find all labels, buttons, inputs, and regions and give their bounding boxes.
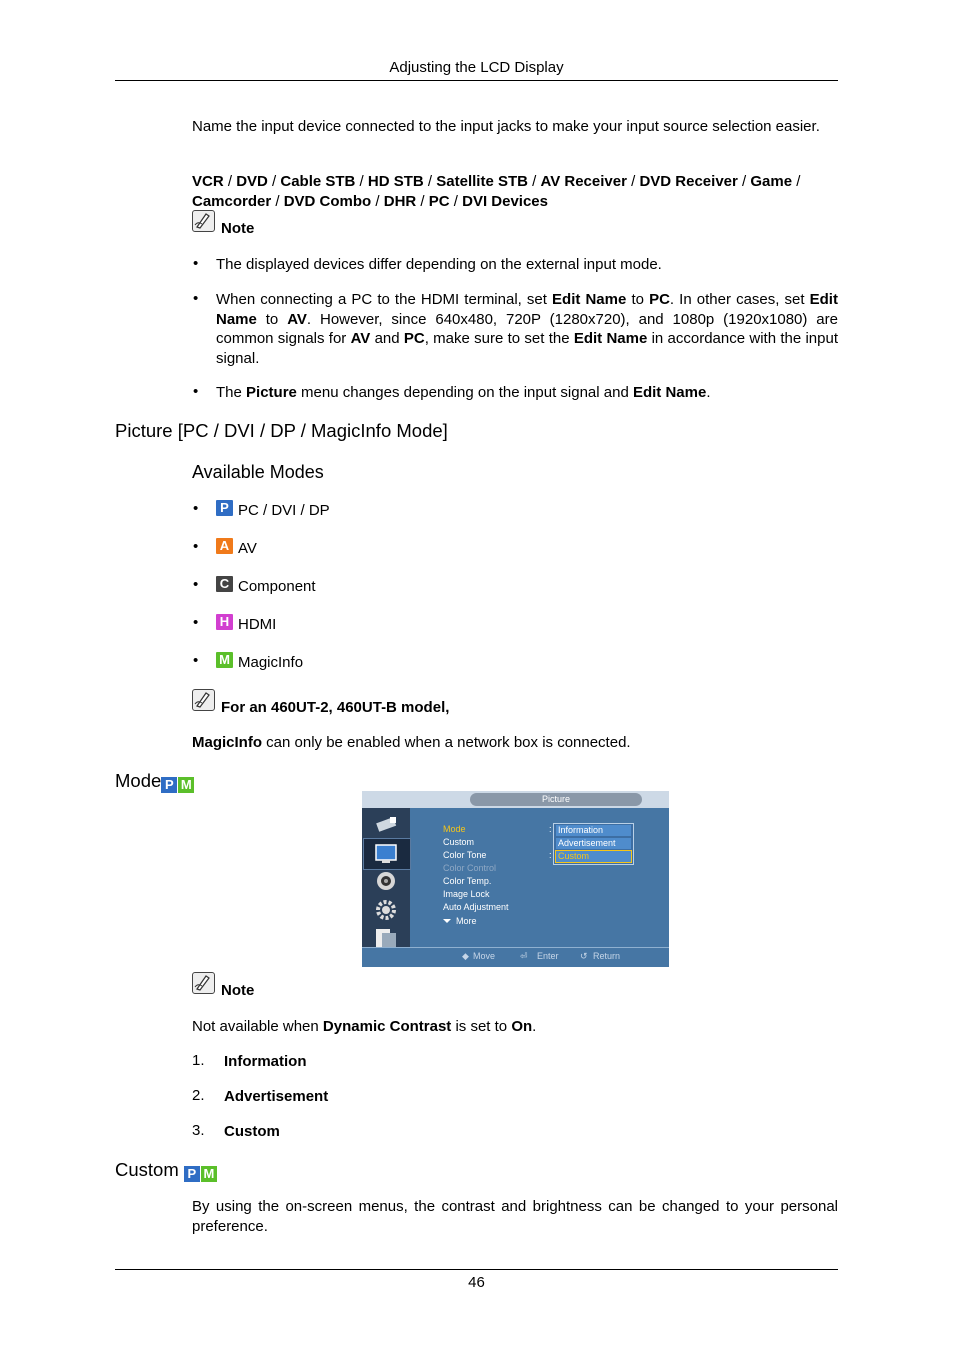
pc-mode-badge-icon: P bbox=[161, 777, 177, 793]
av-mode-icon: A bbox=[216, 538, 233, 554]
mode-list-item-advertisement: Advertisement bbox=[224, 1088, 329, 1105]
header-rule bbox=[115, 80, 838, 81]
bullet: • bbox=[193, 383, 199, 400]
section-picture-heading: Picture [PC / DVI / DP / MagicInfo Mode] bbox=[115, 420, 448, 441]
mode-list-item-custom: Custom bbox=[224, 1123, 280, 1140]
hdmi-mode-icon: H bbox=[216, 614, 233, 630]
list-number: 2. bbox=[192, 1087, 205, 1104]
mode-list-item-information: Information bbox=[224, 1053, 307, 1070]
osd-colon: : bbox=[549, 824, 552, 834]
footer-rule bbox=[115, 1269, 838, 1270]
note-icon bbox=[192, 210, 215, 232]
osd-more-arrow-icon bbox=[443, 919, 451, 923]
osd-option-advertisement: Advertisement bbox=[556, 838, 631, 849]
note-item-3: The Picture menu changes depending on the input signal and Edit Name. bbox=[216, 384, 711, 401]
device-list: VCR / DVD / Cable STB / HD STB / Satellite STB / AV Receiver / DVD Receiver / Game / Camcorder / DVD Combo / DHR / PC / DVI Devices bbox=[192, 173, 801, 210]
osd-bottom-bar bbox=[362, 947, 669, 967]
component-mode-icon: C bbox=[216, 576, 233, 592]
bullet: • bbox=[193, 652, 199, 669]
mode-item-magicinfo: MagicInfo bbox=[238, 654, 304, 671]
section-custom-heading: Custom P M bbox=[115, 1159, 218, 1183]
magicinfo-mode-badge-icon: M bbox=[178, 777, 194, 793]
page-number: 46 bbox=[468, 1274, 485, 1291]
osd-menu-color-tone: Color Tone bbox=[443, 850, 487, 860]
osd-menu-color-control: Color Control bbox=[443, 863, 497, 873]
setup-icon bbox=[370, 897, 402, 923]
pc-mode-badge-icon: P bbox=[184, 1166, 200, 1182]
osd-menu-custom: Custom bbox=[443, 837, 475, 847]
osd-title: Picture bbox=[470, 793, 642, 806]
osd-option-custom: Custom bbox=[556, 851, 631, 862]
list-number: 1. bbox=[192, 1052, 205, 1069]
osd-menu-image-lock: Image Lock bbox=[443, 889, 490, 899]
note-icon bbox=[192, 689, 215, 711]
osd-enter-icon: ⏎ bbox=[520, 951, 528, 961]
available-modes-heading: Available Modes bbox=[192, 462, 324, 482]
note-item-2: When connecting a PC to the HDMI terminal, set Edit Name to PC. In other cases, set Edit Name to AV. However, since 640x480, 720P (1280x720), and 1080p (1920x1080) are common signals for AV and PC, make sure to set the Edit Name in accordance with the input signal. bbox=[216, 291, 838, 367]
magicinfo-note: MagicInfo can only be enabled when a network box is connected. bbox=[192, 734, 631, 751]
bullet: • bbox=[193, 500, 199, 517]
custom-text: By using the on-screen menus, the contrast and brightness can be changed to your personal preference. bbox=[192, 1198, 838, 1235]
note-icon bbox=[192, 972, 215, 994]
note-item-1: The displayed devices differ depending on the external input mode. bbox=[216, 256, 662, 273]
bullet: • bbox=[193, 614, 199, 631]
osd-footer-enter: Enter bbox=[537, 951, 559, 961]
bullet: • bbox=[193, 576, 199, 593]
magicinfo-mode-icon: M bbox=[216, 652, 233, 668]
osd-return-icon: ↺ bbox=[580, 951, 588, 961]
mode-item-hdmi: HDMI bbox=[238, 616, 277, 633]
magicinfo-mode-badge-icon: M bbox=[201, 1166, 217, 1182]
osd-colon: : bbox=[549, 850, 552, 860]
picture-icon bbox=[370, 840, 402, 866]
mode-note: Not available when Dynamic Contrast is set to On. bbox=[192, 1018, 537, 1035]
section-mode-heading: Mode P M bbox=[115, 770, 195, 794]
input-icon bbox=[370, 811, 402, 837]
sound-icon bbox=[370, 868, 402, 894]
osd-option-information: Information bbox=[556, 825, 631, 836]
note-label: Note bbox=[221, 982, 255, 999]
bullet: • bbox=[193, 538, 199, 555]
osd-picture-menu bbox=[362, 791, 669, 967]
osd-menu-more: More bbox=[456, 916, 477, 926]
model-note: For an 460UT-2, 460UT-B model, bbox=[221, 699, 450, 716]
bullet: • bbox=[193, 255, 199, 272]
pc-mode-icon: P bbox=[216, 500, 233, 516]
osd-footer-move: Move bbox=[473, 951, 496, 961]
mode-item-av: AV bbox=[238, 540, 257, 557]
list-number: 3. bbox=[192, 1122, 205, 1139]
osd-menu-mode: Mode bbox=[443, 824, 466, 834]
osd-sidebar bbox=[362, 808, 410, 953]
mode-item-pc: PC / DVI / DP bbox=[238, 502, 330, 519]
intro-text: Name the input device connected to the input jacks to make your input source selection easier. bbox=[192, 118, 820, 135]
osd-menu-color-temp: Color Temp. bbox=[443, 876, 492, 886]
bullet: • bbox=[193, 290, 199, 307]
page-header: Adjusting the LCD Display bbox=[389, 59, 564, 76]
osd-mode-popup bbox=[553, 823, 634, 865]
mode-item-component: Component bbox=[238, 578, 316, 595]
osd-footer-return: Return bbox=[593, 951, 621, 961]
osd-move-icon: ◆ bbox=[462, 951, 469, 961]
note-label: Note bbox=[221, 220, 255, 237]
osd-menu-auto-adjustment: Auto Adjustment bbox=[443, 902, 509, 912]
